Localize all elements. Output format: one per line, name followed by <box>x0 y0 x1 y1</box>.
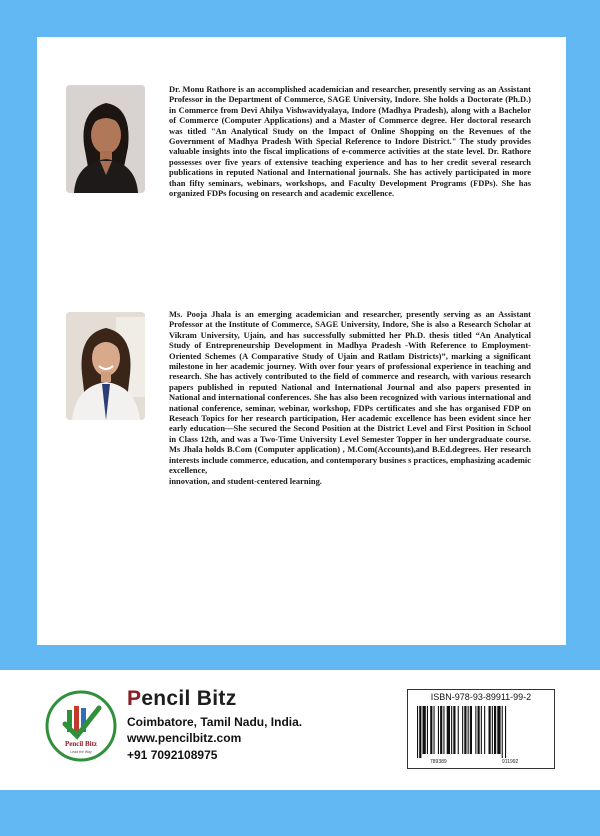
author-bio-panel <box>37 37 566 645</box>
author-bio-pooja-jhala-last-line: innovation, and student-centered learning. <box>169 475 322 486</box>
publisher-band <box>0 670 600 790</box>
publisher-phone: +91 7092108975 <box>127 748 218 762</box>
publisher-name-initial: P <box>127 687 142 710</box>
logo-tagline: Lead the Way <box>70 750 92 754</box>
author-bio-pooja-jhala <box>169 309 531 486</box>
author-photo-monu-rathore <box>66 85 145 193</box>
publisher-website: www.pencilbitz.com <box>127 731 242 745</box>
logo-text: Pencil Bitz <box>64 740 98 748</box>
barcode-image <box>417 706 545 758</box>
isbn-label: ISBN-978-93-89911-99-2 <box>430 692 532 702</box>
publisher-logo <box>45 690 117 762</box>
barcode-number-left: 789389 <box>430 759 447 765</box>
barcode-number-right: 911992 <box>502 759 519 765</box>
publisher-address: Coimbatore, Tamil Nadu, India. <box>127 715 303 729</box>
author-photo-pooja-jhala <box>66 312 145 420</box>
author-bio-pooja-jhala-text: Ms. Pooja Jhala is an emerging academician and researcher, presently serving as an Assistant Professor at the Institute of Commerce, SAGE University, Indore, She is also a Research Scholar at Vikram University, Ujain, and has successfully submitted her Ph.D. thesis titled “An Analytical Study of Entrepreneurship Development in Madhya Pradesh -With Reference to Employment-Oriented Schemes (A Comparative Study of Ujain and Ratlam Districts)”, marking a significant milestone in her academic journey. With over four years of professional experience in teaching and research. She has actively contributed to the field of commerce and research, with various research papers published in reputed National and International Journal and also papers presented in National and international conferences. She has also been recognized with various international and national conference, seminar, webinar, workshop, FDPs certificates and she has organised FDP on Reseach Topics for her research participation, Her academic excellence has been evident since her early education—She secured the Second Position at the District Level and First Position in School in Class 12th, and was a Two-Time University Level Semester Topper in her undergraduate course. Ms Jhala holds B.Com (Computer application) , M.Com(Accounts),and B.Ed.degrees. Her research interests include commerce, education, and contemporary busines s practices, emphasizing academic excellence, <box>169 309 531 476</box>
author-bio-monu-rathore: Dr. Monu Rathore is an accomplished academician and researcher, presently serving as an Assistant Professor in the Department of Commerce, SAGE University, Indore. She holds a Doctorate (Ph.D.) in Commerce from Devi Ahilya Vishwavidyalaya, Indore (Madhya Pradesh), along with a Bachelor of Commerce (Computer Applications) and a Master of Commerce degree. Her doctoral research was titled "An Analytical Study on the Impact of Online Shopping on the Revenues of the Government of Madhya Pradesh With Special Reference to Indore District." The study provides valuable insights into the fiscal implications of e-commerce activities at the state level. Dr. Rathore possesses over five years of extensive teaching experience and has to her credit several research publications in reputed National and International journals. She has actively participated in more than fifty seminars, webinars, workshops, and Faculty Development Programs (FDPs). She has organized FDPs focusing on research and academic excellence. <box>169 84 531 199</box>
publisher-name-rest: encil Bitz <box>141 687 237 710</box>
isbn-barcode-box <box>407 689 555 769</box>
publisher-name <box>127 687 237 711</box>
